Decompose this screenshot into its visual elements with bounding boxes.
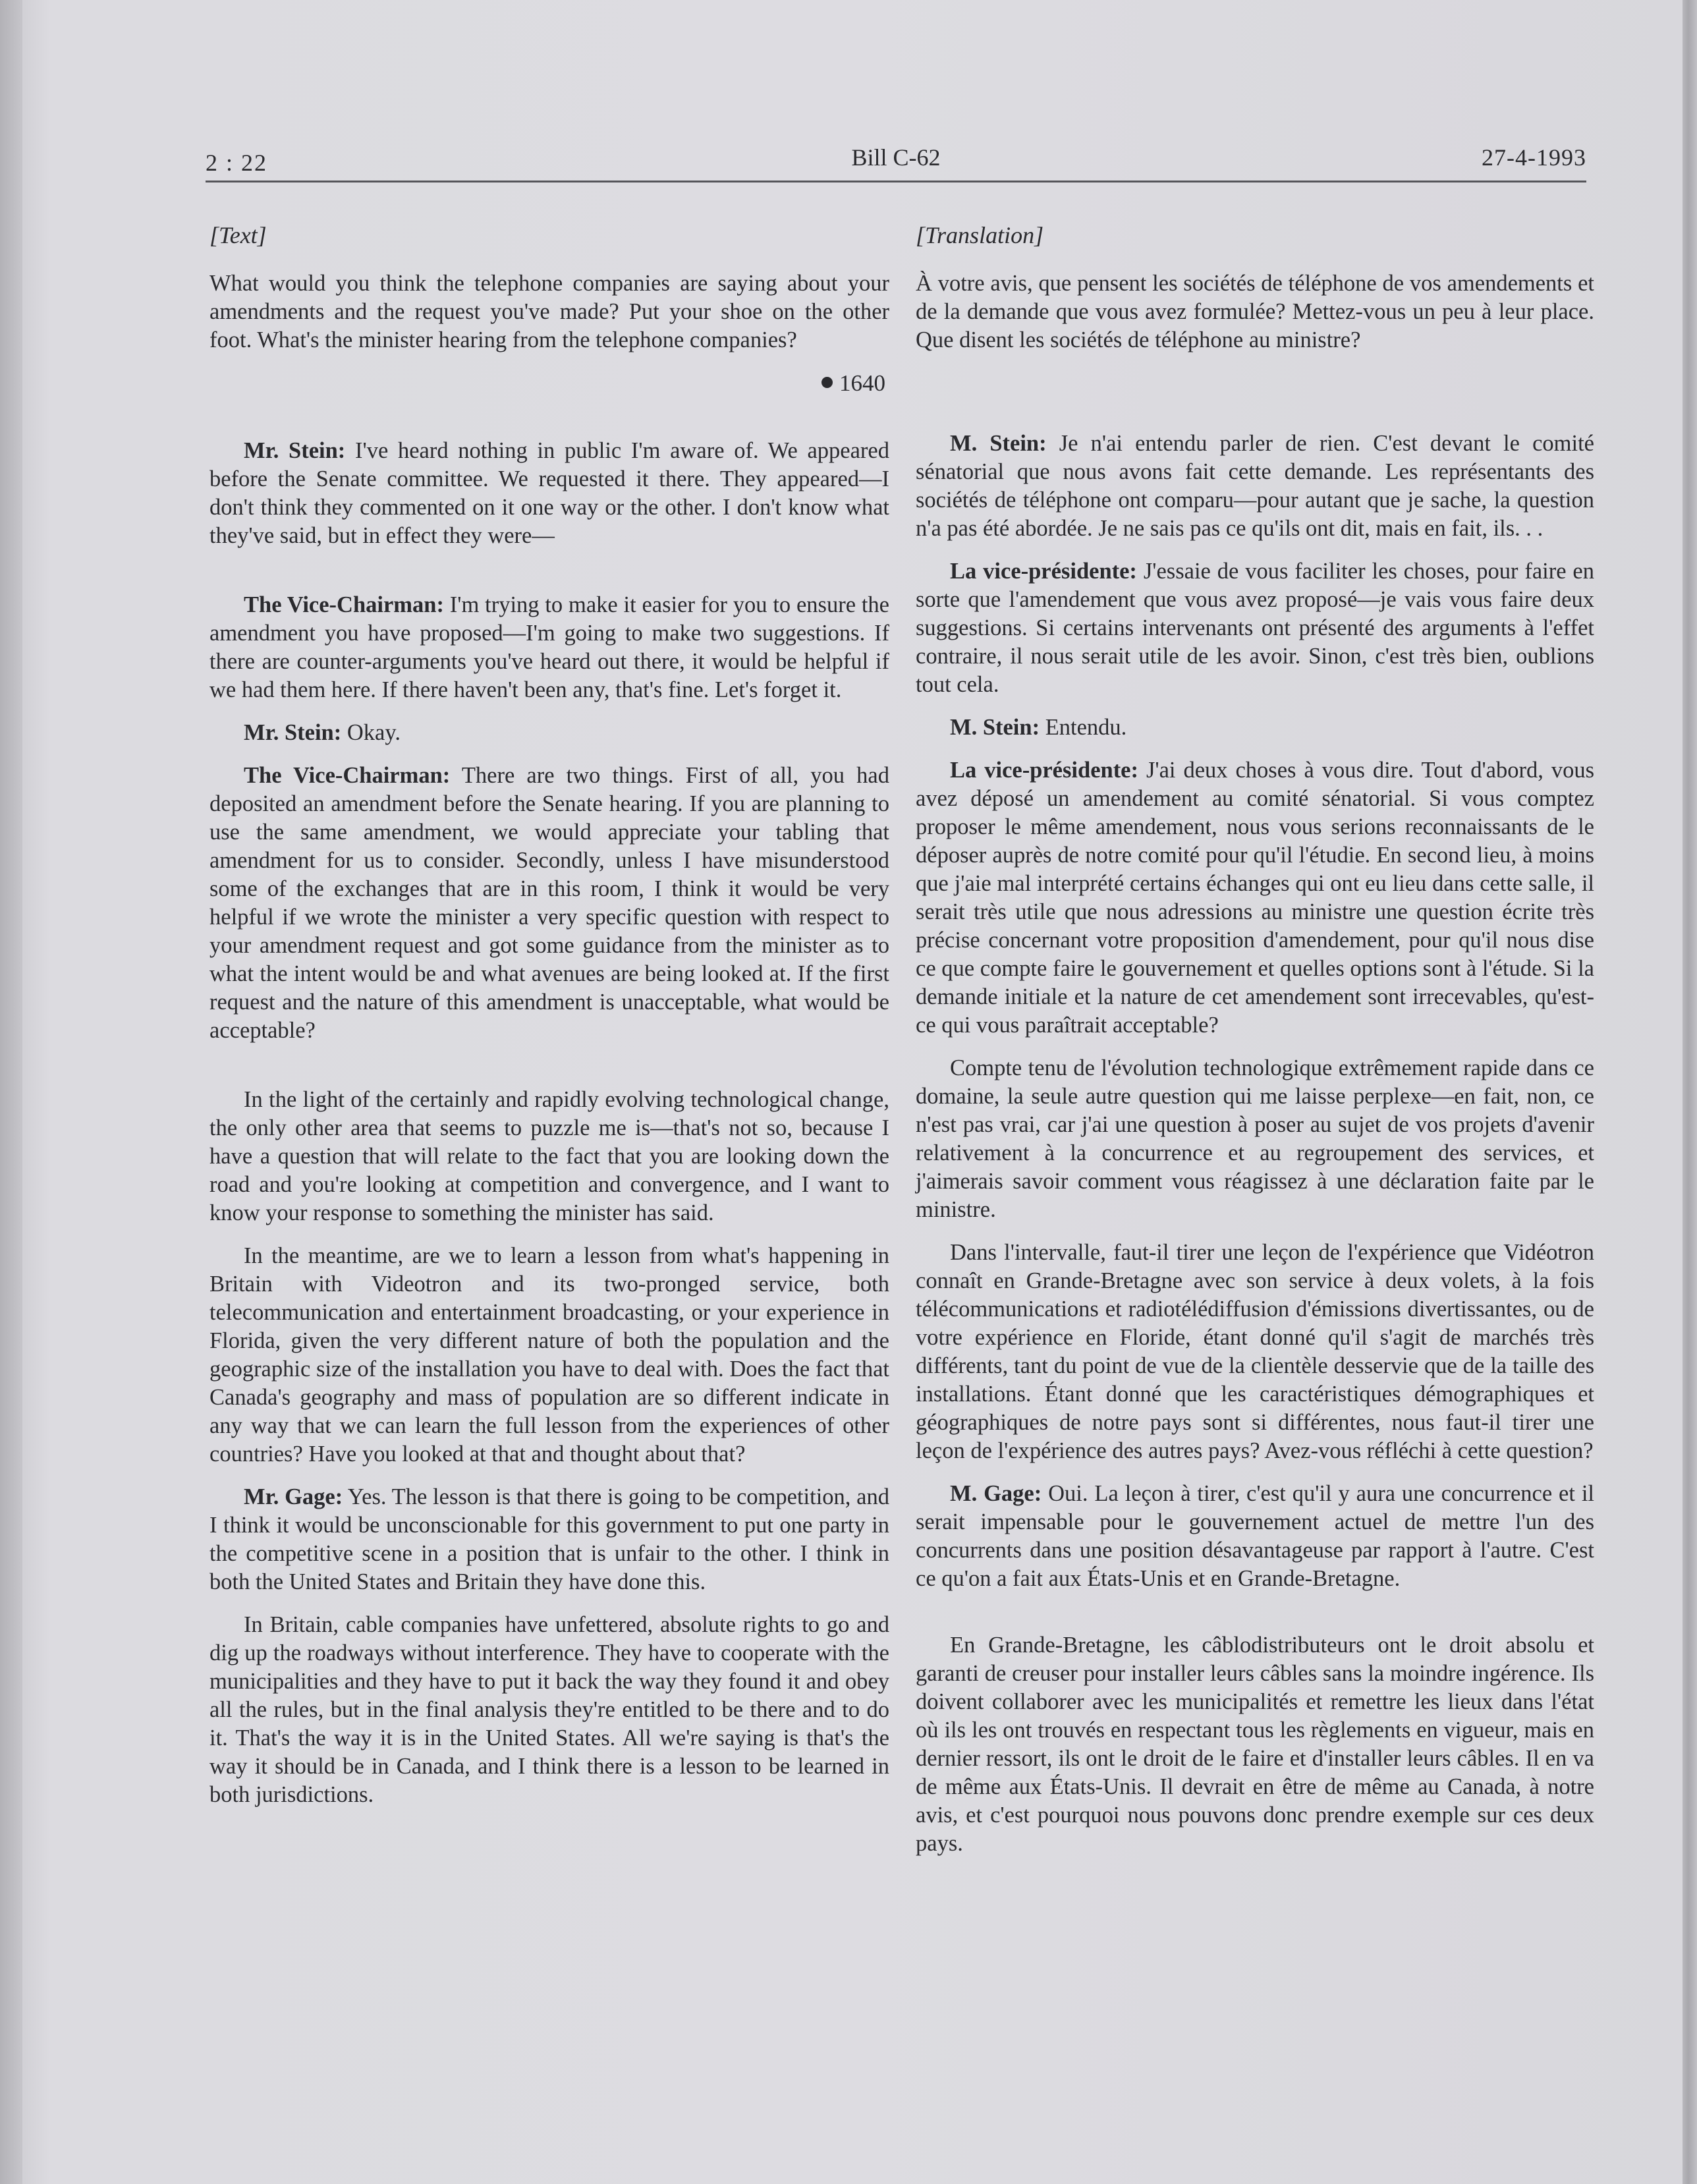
- timecode-value: 1640: [839, 370, 885, 396]
- speech-text: I'm trying to make it easier for you to ensure the amendment you have proposed—I'm going to make two suggestions. If there are counter-arguments you've heard out there, it would be helpful if we had them here. If there haven't been any, that's fine. Let's forget it.: [209, 592, 889, 702]
- document-date: 27-4-1993: [1482, 144, 1586, 171]
- french-paragraph-4: [916, 714, 1594, 742]
- bullet-icon: [821, 377, 833, 388]
- speech-text: Oui. La leçon à tirer, c'est qu'il y aura une concurrence et il serait impensable pour le gouvernement actuel de mettre l'un des concurrents dans une position désavantageuse par rapport à l'autre. C'est ce qu'on a fait aux États-Unis et en Grande-Bretagne.: [916, 1481, 1595, 1591]
- english-paragraph-5: [209, 762, 889, 1045]
- document-title: Bill C-62: [851, 144, 941, 171]
- english-paragraph-7: In the meantime, are we to learn a lesson from what's happening in Britain with Videotron and its two-pronged service, both telecommunication and entertainment broadcasting, or your experience in Florida, given the very different nature of both the population and the geographic size of the installation you have to deal with. Does the fact that Canada's geography and mass of population are so different indicate in any way that we can learn the full lesson from the experiences of other countries? Have you looked at that and thought about that?: [209, 1243, 889, 1467]
- french-paragraph-2: [916, 430, 1594, 543]
- speaker-name: M. Gage:: [950, 1481, 1042, 1506]
- english-paragraph-8: [209, 1483, 889, 1596]
- french-paragraph-1: À votre avis, que pensent les sociétés de téléphone de vos amendements et de la demande que vous avez formulée? Mettez-vous un peu à leur place. Que disent les sociétés de téléphone au ministre?: [916, 271, 1594, 352]
- speech-text: J'essaie de vous faciliter les choses, pour faire en sorte que l'amendement que vous avez proposé—je vais vous faire deux suggestions. Si certains intervenants ont présenté des arguments à l'effet contraire, il nous serait utile de les avoir. Sinon, c'est très bien, oublions tout cela.: [916, 559, 1594, 697]
- french-paragraph-6: Compte tenu de l'évolution technologique extrêmement rapide dans ce domaine, la seule autre question qui me laisse perplexe—en fait, non, ce n'est pas vrai, car j'ai une question à poser au sujet de vos projets d'avenir relativement à la concurrence et au regroupement des services, et j'aimerais savoir comment vous réagissez à une déclaration faite par le ministre.: [916, 1055, 1594, 1222]
- speech-text: Je n'ai entendu parler de rien. C'est devant le comité sénatorial que nous avons fait cette demande. Les représentants des sociétés de téléphone ont comparu—pour autant que je sache, la question n'a pas été abordée. Je ne sais pas ce qu'ils ont dit, mais en fait, ils. . .: [916, 431, 1594, 541]
- speaker-name: Mr. Stein:: [244, 720, 342, 745]
- page-header: [206, 144, 1586, 182]
- speaker-name: M. Stein:: [950, 715, 1040, 740]
- french-paragraph-7: Dans l'intervalle, faut-il tirer une leçon de l'expérience que Vidéotron connaît en Grande-Bretagne avec son service à deux volets, à la fois télécommunications et radiotélédiffusion d'émissions divertissantes, ou de votre expérience en Floride, étant donné qu'il s'agit de marchés très différents, tant du point de vue de la clientèle desservie que de la taille des installations. Étant donné que les caractéristiques démographiques et géographiques de notre pays sont si différentes, nous faut-il tirer une leçon de l'expérience des autres pays? Avez-vous réfléchi à cette question?: [916, 1240, 1594, 1463]
- french-paragraph-5: [916, 756, 1594, 1040]
- speaker-name: The Vice-Chairman:: [244, 592, 444, 617]
- speaker-name: La vice-présidente:: [950, 758, 1138, 783]
- speaker-name: The Vice-Chairman:: [244, 763, 451, 788]
- english-label: [Text]: [209, 222, 267, 248]
- english-paragraph-6: In the light of the certainly and rapidly evolving technological change, the only other area that seems to puzzle me is—that's not so, because I have a question that will relate to the fact that you are looking down the road and you're looking at competition and convergence, and I want to know your response to something the minister has said.: [209, 1087, 889, 1225]
- speaker-name: Mr. Stein:: [244, 438, 346, 463]
- english-paragraph-2: [209, 437, 889, 550]
- french-paragraph-8: [916, 1480, 1594, 1593]
- speech-text: Entendu.: [1040, 715, 1127, 740]
- speech-text: Yes. The lesson is that there is going to be competition, and I think it would be unconscionable for this government to put one party in the competitive scene in a position that is unfair to the other. I think in both the United States and Britain they have done this.: [209, 1484, 889, 1594]
- french-paragraph-9: En Grande-Bretagne, les câblodistributeurs ont le droit absolu et garanti de creuser pour installer leurs câbles sans la moindre ingérence. Ils doivent collaborer avec les municipalités et remettre les lieux dans l'état où ils les ont trouvés en respectant tous les règlements en vigueur, mais en dernier ressort, ils ont le droit de le faire et d'installer leurs câbles. Il en va de même aux États-Unis. Il devrait en être de même au Canada, à notre avis, et c'est pourquoi nous pouvons donc prendre exemple sur ces deux pays.: [916, 1633, 1594, 1856]
- speaker-name: La vice-présidente:: [950, 559, 1137, 584]
- english-column: [209, 221, 889, 1824]
- speech-text: There are two things. First of all, you had deposited an amendment before the Senate hearing. If you are planning to use the same amendment, we would appreciate your tabling that amendment for us to consider. Secondly, unless I have misunderstood some of the exchanges that are in this room, I think it would be very helpful if we wrote the minister a very specific question with respect to your amendment request and got some guidance from the minister as to what the intent would be and what avenues are being looked at. If the first request and the nature of this amendment is unacceptable, what would be acceptable?: [209, 763, 889, 1043]
- french-column: [916, 221, 1594, 1872]
- page-number: 2 : 22: [206, 150, 268, 176]
- page-stack-edge-right: [1683, 0, 1697, 2184]
- speaker-name: Mr. Gage:: [244, 1484, 343, 1509]
- speaker-name: M. Stein:: [950, 431, 1047, 456]
- timecode: [209, 369, 885, 397]
- speech-text: I've heard nothing in public I'm aware of. We appeared before the Senate committee. We requested it there. They appeared—I don't think they commented on it one way or the other. I don't know what they've said, but in effect they were—: [209, 438, 889, 548]
- speech-text: J'ai deux choses à vous dire. Tout d'abord, vous avez déposé un amendement au comité sénatorial. Si vous comptez proposer le même amendement, nous vous serions reconnaissants de le déposer auprès de notre comité pour qu'il l'étudie. En second lieu, à moins que j'aie mal interprété certains échanges qui ont eu lieu dans cette salle, il serait très utile que nous adressions au ministre une question écrite très précise concernant votre proposition d'amendement, pour qu'il nous dise ce que compte faire le gouvernement et quelles options sont à l'étude. Si la demande initiale et la nature de cet amendement sont irrecevables, qu'est-ce qui vous paraîtrait acceptable?: [916, 758, 1594, 1038]
- english-paragraph-9: In Britain, cable companies have unfettered, absolute rights to go and dig up the roadways without interference. They have to cooperate with the municipalities and they have to put it back the way they found it and obey all the rules, but in the final analysis they're entitled to be there and to do it. That's the way it is in the United States. All we're saying is that's the way it should be in Canada, and I think there is a lesson to be learned in both jurisdictions.: [209, 1612, 889, 1807]
- english-paragraph-4: [209, 719, 889, 747]
- page-stack-edge-left: [0, 0, 22, 2184]
- speech-text: Okay.: [341, 720, 401, 745]
- english-paragraph-3: [209, 591, 889, 704]
- french-paragraph-3: [916, 557, 1594, 699]
- english-paragraph-1: What would you think the telephone companies are saying about your amendments and the request you've made? Put your shoe on the other foot. What's the minister hearing from the telephone companies?: [209, 271, 889, 352]
- french-label: [Translation]: [916, 222, 1044, 248]
